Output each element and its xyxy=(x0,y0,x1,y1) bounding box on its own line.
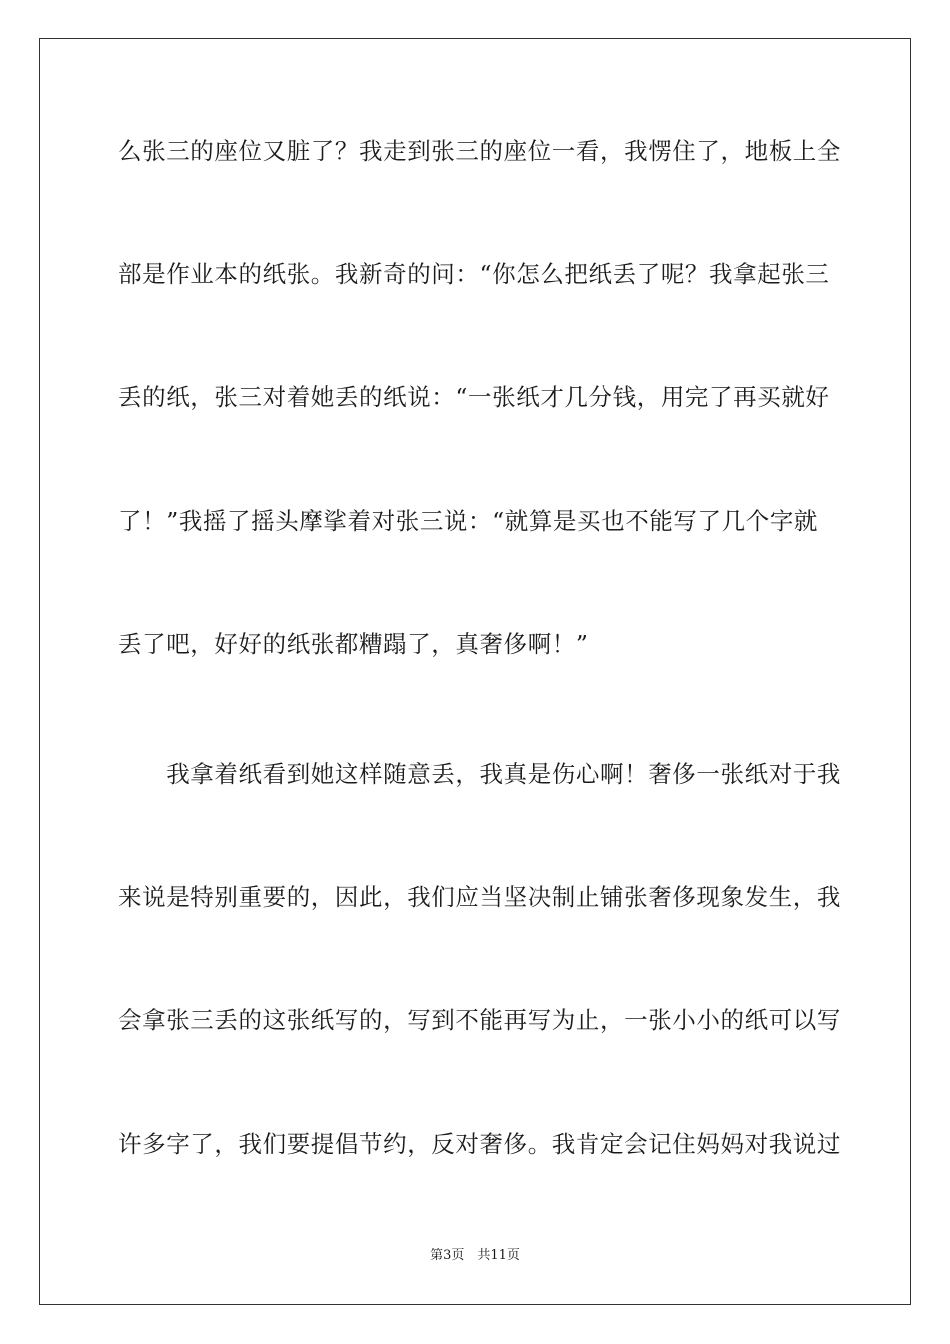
text-line: 来说是特别重要的，因此，我们应当坚决制止铺张奢侈现象发生，我 xyxy=(118,883,841,911)
text-line: 了！”我摇了摇头摩挲着对张三说：“就算是买也不能写了几个字就 xyxy=(118,507,819,535)
text-line: 丢了吧，好好的纸张都糟蹋了，真奢侈啊！” xyxy=(118,630,589,658)
text-line: 丢的纸，张三对着她丢的纸说：“一张纸才几分钱，用完了再买就好 xyxy=(118,383,830,411)
text-line: 会拿张三丢的这张纸写的，写到不能再写为止，一张小小的纸可以写 xyxy=(118,1006,841,1034)
text-line: 我拿着纸看到她这样随意丢，我真是伤心啊！奢侈一张纸对于我 xyxy=(118,760,841,788)
text-line: 么张三的座位又脏了？我走到张三的座位一看，我愣住了，地板上全 xyxy=(118,137,841,165)
page-border xyxy=(39,38,911,1305)
page-number: 第3页 共11页 xyxy=(430,1248,520,1263)
text-line: 许多字了，我们要提倡节约，反对奢侈。我肯定会记住妈妈对我说过 xyxy=(118,1130,841,1158)
text-line: 部是作业本的纸张。我新奇的问：“你怎么把纸丢了呢？我拿起张三 xyxy=(118,260,830,288)
